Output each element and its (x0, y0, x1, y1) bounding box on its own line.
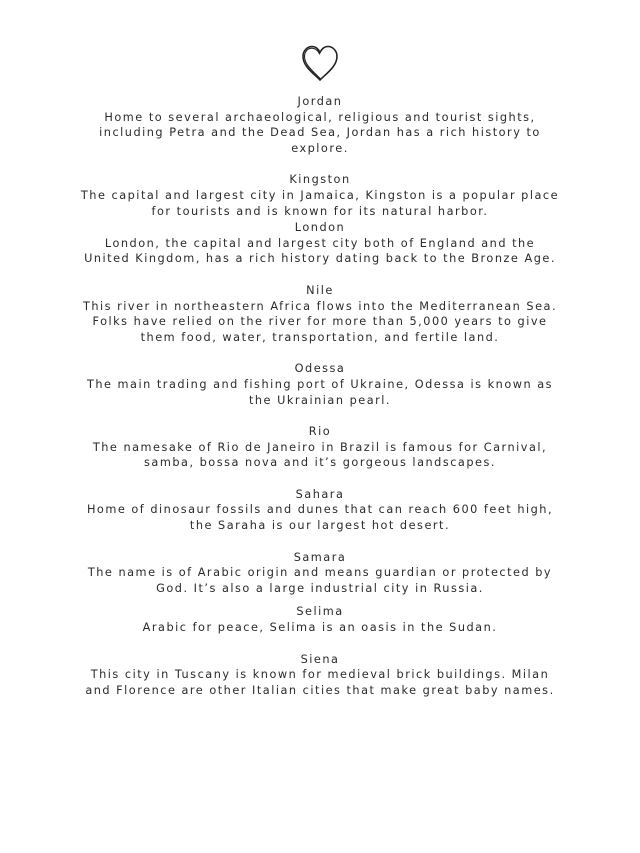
entry-name: Sahara (295, 487, 345, 501)
entry-description: Arabic for peace, Selima is an oasis in the Sudan. (142, 621, 498, 635)
entry-name: London (294, 221, 346, 235)
entry-kingston (80, 172, 560, 219)
entry-name: Kingston (289, 173, 351, 187)
entry-description: The name is of Arabic origin and means guardian or protected by God. It’s also a large industrial city in Russia. (87, 566, 553, 595)
entry-nile (80, 283, 560, 345)
entry-name: Jordan (297, 95, 343, 108)
entry-jordan (80, 94, 560, 156)
entry-name: Siena (300, 652, 340, 666)
entry-samara (80, 550, 560, 597)
entry-siena (80, 652, 560, 699)
entry-description: The main trading and fishing port of Ukraine, Odessa is known as the Ukrainian pearl. (86, 377, 554, 407)
entry-sahara (80, 487, 560, 534)
entry-name: Selima (296, 605, 344, 619)
entry-odessa (80, 361, 560, 408)
entry-name: Nile (306, 283, 334, 297)
entry-name: Odessa (294, 362, 346, 376)
entry-selima (80, 604, 560, 635)
entry-description: Home to several archaeological, religious and tourist sights, including Petra and the Dead Sea, Jordan has a rich history to explore. (99, 110, 541, 155)
entry-description: This city in Tuscany is known for medieval brick buildings. Milan and Florence are other Italian cities that make great baby names. (85, 668, 555, 697)
entry-name: Rio (308, 425, 332, 439)
entry-list (80, 94, 560, 698)
entry-description: The capital and largest city in Jamaica, Kingston is a popular place for tourists and is known for its natural harbor. (80, 188, 560, 218)
entry-name: Samara (293, 550, 347, 564)
entry-description: This river in northeastern Africa flows into the Mediterranean Sea. Folks have relied on the river for more than 5,000 years to give them food, water, transportation, and fertile land. (82, 299, 558, 344)
heart-icon (299, 42, 341, 84)
entry-description: The namesake of Rio de Janeiro in Brazil is famous for Carnival, samba, bossa nova and it’s gorgeous landscapes. (92, 440, 548, 470)
entry-description: London, the capital and largest city both of England and the United Kingdom, has a rich history dating back to the Bronze Age. (84, 236, 556, 266)
entry-london (80, 220, 560, 267)
entry-rio (80, 424, 560, 471)
entry-description: Home of dinosaur fossils and dunes that can reach 600 feet high, the Saraha is our largest hot desert. (86, 503, 554, 533)
